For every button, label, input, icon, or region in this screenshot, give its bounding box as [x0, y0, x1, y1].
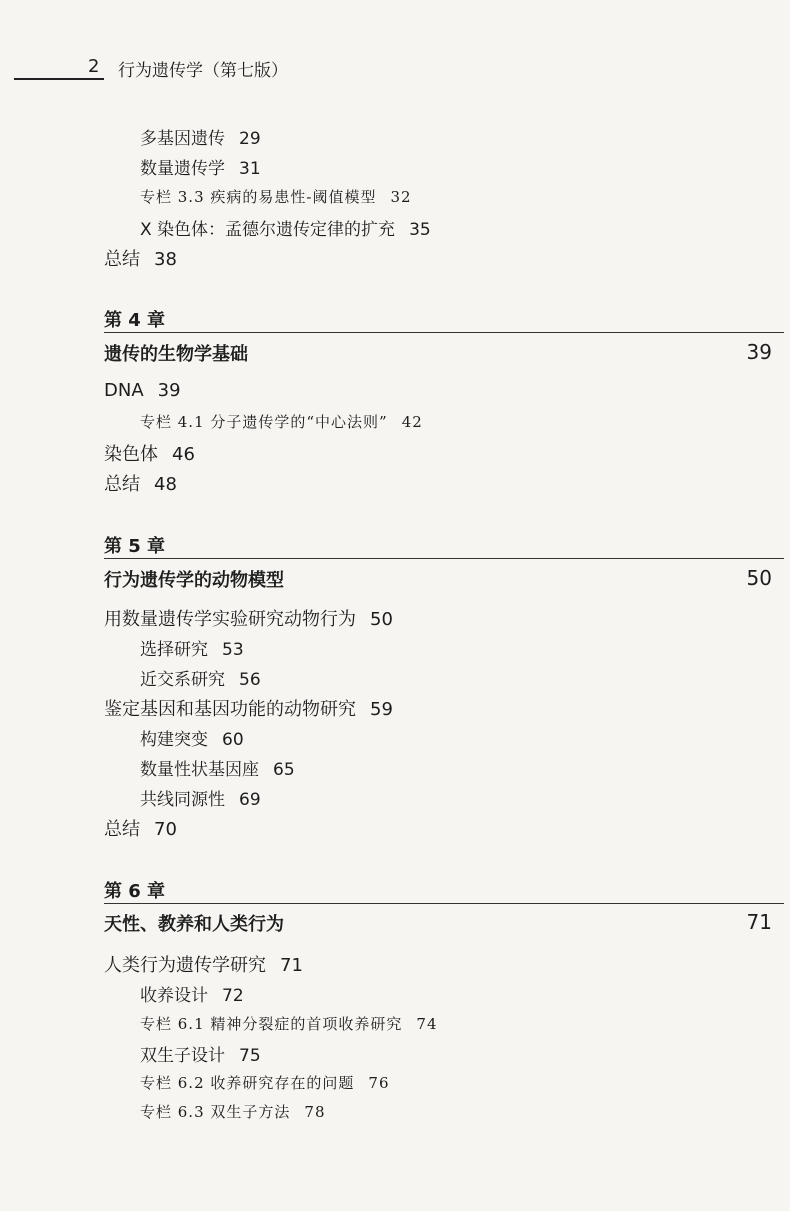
toc-box-entry	[140, 1101, 326, 1122]
toc-entry	[104, 470, 177, 496]
chapter-page: 39	[746, 340, 772, 364]
header-rule	[14, 78, 104, 80]
chapter-title: 天性、教养和人类行为	[104, 914, 284, 935]
toc-entry-text: 数量遗传学	[140, 159, 225, 179]
toc-entry-page: 39	[157, 380, 181, 401]
toc-entry-text: 选择研究	[140, 640, 208, 660]
toc-box-entry	[140, 186, 412, 207]
page-number: 2	[88, 56, 100, 77]
toc-entry	[140, 725, 244, 750]
toc-entry	[140, 124, 261, 149]
toc-entry-page: 53	[222, 640, 244, 660]
toc-box-entry	[140, 1072, 390, 1093]
chapter-rule	[104, 332, 784, 333]
toc-entry-page: 74	[416, 1015, 438, 1033]
toc-entry-text: 数量性状基因座	[140, 760, 259, 780]
toc-entry-page: 31	[239, 159, 261, 179]
toc-entry-text: 共线同源性	[140, 790, 225, 810]
chapter-title: 遗传的生物学基础	[104, 344, 248, 365]
toc-entry-page: 70	[154, 819, 177, 840]
toc-entry-text: DNA	[104, 380, 144, 401]
toc-entry	[140, 981, 244, 1006]
chapter-label: 第 4 章	[104, 310, 166, 331]
toc-entry-page: 59	[370, 699, 393, 720]
running-header-title: 行为遗传学（第七版）	[118, 61, 288, 81]
chapter-title: 行为遗传学的动物模型	[104, 570, 284, 591]
toc-entry-page: 50	[370, 609, 393, 630]
chapter-page: 71	[746, 910, 772, 934]
chapter-label: 第 6 章	[104, 881, 166, 902]
toc-entry-page: 78	[304, 1103, 326, 1121]
toc-entry	[140, 154, 261, 179]
toc-entry-page: 32	[390, 188, 412, 206]
toc-entry-text: 总结	[104, 474, 140, 495]
toc-entry	[140, 785, 261, 810]
toc-entry-page: 48	[154, 474, 177, 495]
chapter-page: 50	[746, 566, 772, 590]
toc-entry-text: 人类行为遗传学研究	[104, 955, 266, 976]
toc-entry-text: 专栏 6.3 双生子方法	[140, 1103, 291, 1121]
toc-entry-page: 56	[239, 670, 261, 690]
toc-entry	[140, 665, 261, 690]
toc-box-entry	[140, 411, 423, 432]
toc-entry-text: 专栏 6.2 收养研究存在的问题	[140, 1074, 355, 1092]
toc-entry-text: 构建突变	[140, 730, 208, 750]
toc-entry-text: 鉴定基因和基因功能的动物研究	[104, 699, 356, 720]
toc-entry-page: 38	[154, 249, 177, 270]
toc-entry-page: 65	[273, 760, 295, 780]
toc-entry-page: 75	[239, 1046, 261, 1066]
toc-entry-page: 29	[239, 129, 261, 149]
toc-entry	[104, 605, 393, 631]
toc-entry-text: 专栏 3.3 疾病的易患性-阈值模型	[140, 188, 377, 206]
toc-entry-page: 72	[222, 986, 244, 1006]
toc-box-entry	[140, 1013, 438, 1034]
toc-entry	[104, 245, 177, 271]
toc-entry	[104, 695, 393, 721]
toc-entry-text: 专栏 6.1 精神分裂症的首项收养研究	[140, 1015, 403, 1033]
toc-entry	[104, 815, 177, 841]
toc-entry	[104, 951, 303, 977]
toc-entry-text: 收养设计	[140, 986, 208, 1006]
toc-entry-page: 46	[172, 444, 195, 465]
toc-entry	[104, 440, 195, 466]
toc-entry-text: 总结	[104, 819, 140, 840]
toc-entry-text: 染色体	[104, 444, 158, 465]
chapter-rule	[104, 903, 784, 904]
chapter-rule	[104, 558, 784, 559]
chapter-label: 第 5 章	[104, 536, 166, 557]
toc-entry-page: 76	[368, 1074, 390, 1092]
toc-entry	[140, 635, 244, 660]
toc-entry	[140, 1041, 261, 1066]
toc-entry-text: 专栏 4.1 分子遗传学的“中心法则”	[140, 413, 388, 431]
toc-entry	[140, 755, 295, 780]
toc-entry-page: 71	[280, 955, 303, 976]
toc-entry	[140, 215, 431, 240]
toc-entry-text: 总结	[104, 249, 140, 270]
toc-entry-text: 双生子设计	[140, 1046, 225, 1066]
toc-entry	[104, 380, 181, 401]
toc-entry-text: X 染色体：孟德尔遗传定律的扩充	[140, 220, 396, 240]
toc-entry-text: 多基因遗传	[140, 129, 225, 149]
toc-entry-page: 35	[409, 220, 431, 240]
toc-entry-text: 近交系研究	[140, 670, 225, 690]
toc-entry-page: 42	[401, 413, 423, 431]
toc-entry-page: 69	[239, 790, 261, 810]
toc-entry-page: 60	[222, 730, 244, 750]
toc-entry-text: 用数量遗传学实验研究动物行为	[104, 609, 356, 630]
